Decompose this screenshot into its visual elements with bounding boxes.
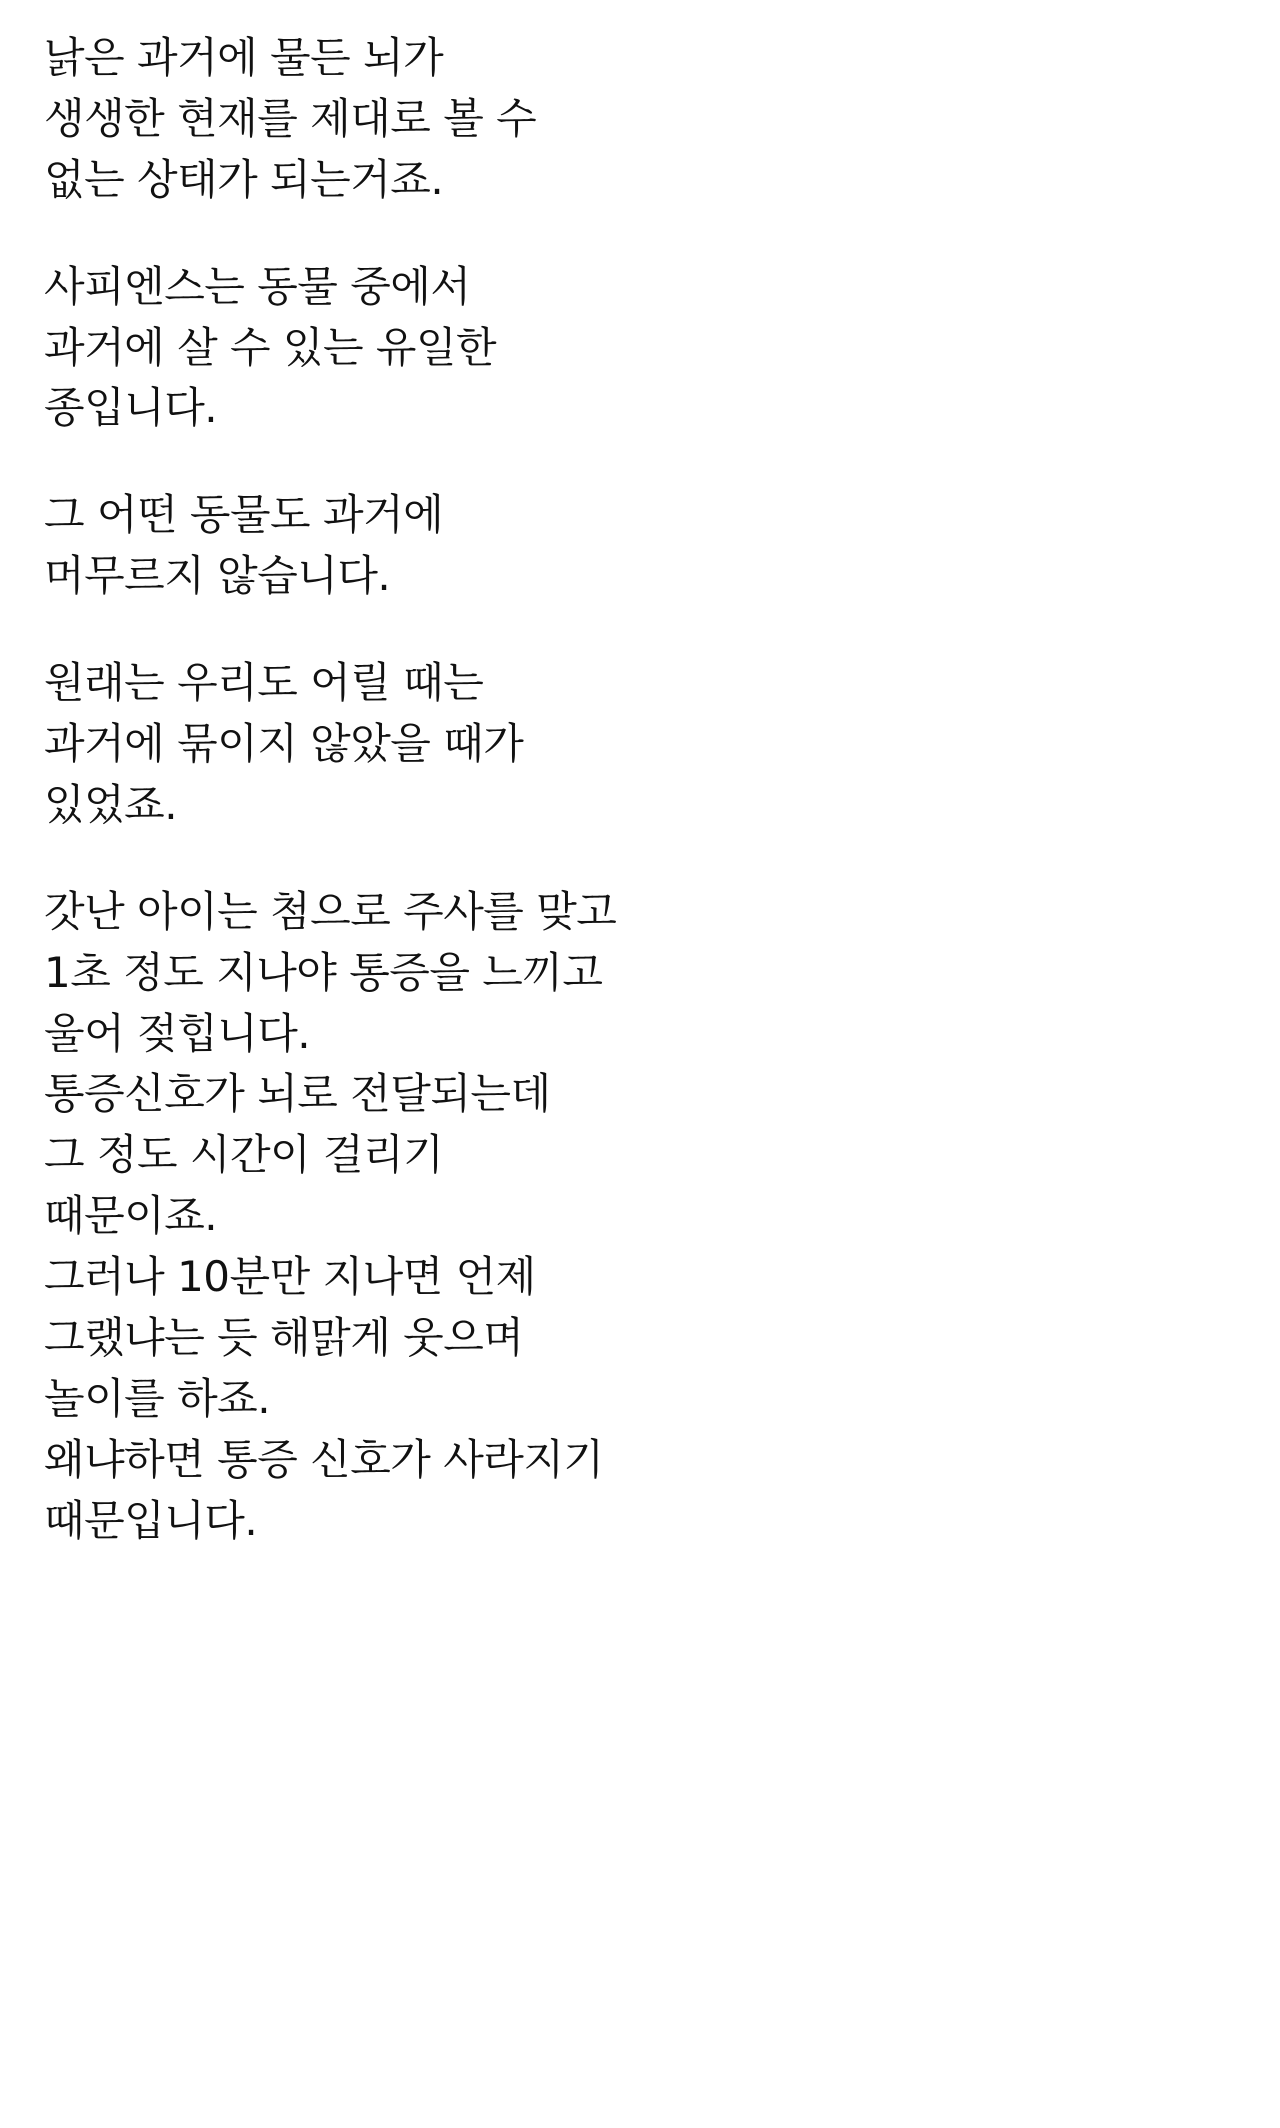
text-line: 종입니다.	[44, 383, 218, 433]
text-line: 과거에 묶이지 않았을 때가	[44, 719, 524, 769]
text-line: 있었죠.	[44, 779, 178, 829]
text-line: 원래는 우리도 어릴 때는	[44, 658, 484, 708]
text-line: 통증신호가 뇌로 전달되는데	[44, 1069, 551, 1119]
text-line: 왜냐하면 통증 신호가 사라지기	[44, 1434, 604, 1484]
text-line: 울어 젖힙니다.	[44, 1008, 311, 1058]
text-line: 머무르지 않습니다.	[44, 551, 391, 601]
text-line: 없는 상태가 되는거죠.	[44, 154, 444, 204]
text-line: 그러나 10분만 지나면 언제	[44, 1252, 536, 1302]
paragraph-4	[44, 653, 1240, 836]
text-line: 놀이를 하죠.	[44, 1373, 271, 1423]
text-line: 그 어떤 동물도 과거에	[44, 490, 444, 540]
text-line: 사피엔스는 동물 중에서	[44, 261, 471, 311]
text-line: 낡은 과거에 물든 뇌가	[44, 33, 444, 82]
paragraph-5	[44, 882, 1240, 1552]
document-text-body	[44, 28, 1240, 1552]
text-line: 생생한 현재를 제대로 볼 수	[44, 93, 537, 143]
paragraph-1	[44, 28, 1240, 211]
paragraph-2	[44, 257, 1240, 440]
text-line: 갓난 아이는 첨으로 주사를 맞고	[44, 886, 617, 936]
text-line: 과거에 살 수 있는 유일한	[44, 322, 497, 372]
text-line: 때문이죠.	[44, 1191, 218, 1241]
text-line: 때문입니다.	[44, 1495, 258, 1545]
text-line: 그랬냐는 듯 해맑게 웃으며	[44, 1313, 524, 1363]
paragraph-3	[44, 485, 1240, 607]
text-line: 그 정도 시간이 걸리기	[44, 1130, 444, 1180]
text-line: 1초 정도 지나야 통증을 느끼고	[44, 947, 603, 997]
